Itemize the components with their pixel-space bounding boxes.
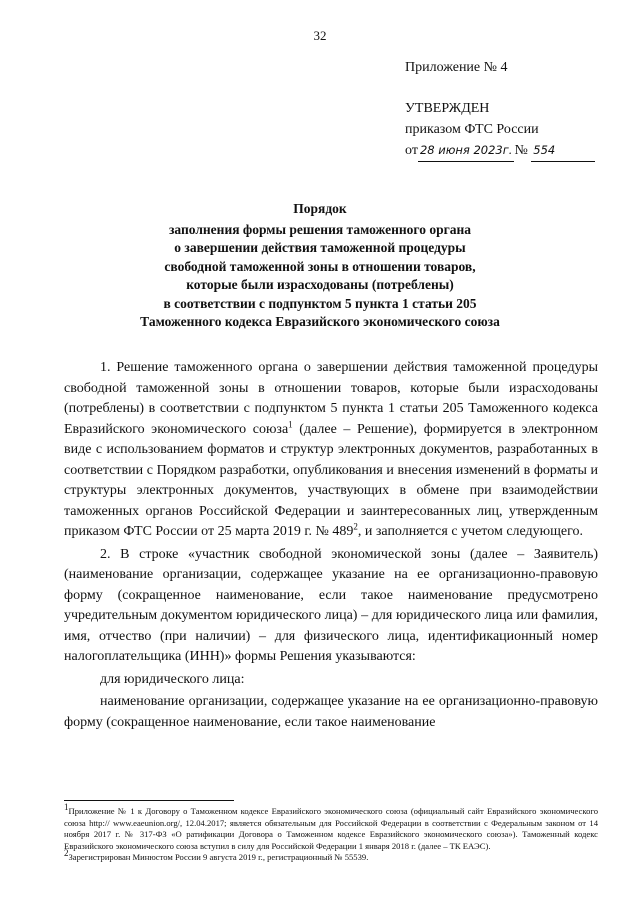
- approval-order-line: приказом ФТС России: [405, 122, 539, 137]
- footnote-2: [64, 848, 598, 864]
- footnotes: [64, 802, 598, 864]
- paragraph-4: наименование организации, содержащее указание на ее организационно-правовую форму (сокращенное наименование, если такое наименование: [64, 694, 598, 730]
- footnote-2-text: Зарегистрирован Минюстом России 9 августа 2019 г., регистрационный № 55539.: [68, 852, 369, 862]
- paragraph-1: [64, 358, 598, 543]
- paragraph-1-text: 1. Решение таможенного органа о завершении действия таможенной процедуры свободной таможенной зоны в отношении товаров, которые были израсходованы (потреблены) в соответствии с подпунктом 5 пункта 1 статьи 205 Таможенного кодекса Евразийского экономического союза: [64, 360, 598, 437]
- footnote-1: [64, 802, 598, 852]
- date-prefix: от: [405, 143, 418, 158]
- title-line: заполнения формы решения таможенного органа: [168, 221, 472, 237]
- footnote-ref-2: 2: [353, 521, 358, 532]
- title-heading: Порядок: [293, 201, 347, 216]
- document-title: [0, 200, 640, 332]
- approval-date-line: [405, 140, 595, 162]
- title-line: Таможенного кодекса Евразийского экономического союза: [140, 314, 500, 329]
- approved-heading: УТВЕРЖДЕН: [405, 101, 490, 116]
- appendix-label: Приложение № 4: [405, 60, 508, 75]
- title-line: о завершении действия таможенной процедуры: [174, 240, 466, 255]
- footnote-1-mark: 1: [64, 802, 69, 813]
- title-line: в соответствии с подпунктом 5 пункта 1 статьи 205: [163, 295, 477, 311]
- page-number: 32: [313, 28, 327, 43]
- footnote-divider: [64, 800, 234, 801]
- handwritten-order-number: 554: [531, 140, 595, 162]
- paragraph-3: для юридического лица:: [100, 671, 245, 687]
- handwritten-date: 28 июня 2023г.: [418, 140, 515, 162]
- paragraph-1-text-end: , и заполняется с учетом следующего.: [357, 524, 584, 539]
- paragraph-2: 2. В строке «участник свободной экономической зоны (далее – Заявитель) (наименование организации, содержащее указание на ее организационно-правовую форму (сокращенное наименование, если такое наименование предусмотрено учредительным документом юридического лица) – для юридического лица или фамилия, имя, отчество (при наличии) – для физического лица, идентификационный номер налогоплательщика (ИНН)» формы Решения указываются:: [64, 546, 598, 664]
- title-line: которые были израсходованы (потреблены): [186, 277, 454, 292]
- footnote-ref-1: 1: [288, 418, 293, 429]
- footnote-1-text: Приложение № 1 к Договору о Таможенном кодексе Евразийского экономического союза (официальный сайт Евразийского экономического союза http:// www.eaeunion.org/, 12.04.2017; является обязательным для Российской Федерации в соответствии с Федеральным законом от 14 ноября 2017 г. № 317-ФЗ «О ратификации Договора о Таможенном кодексе Евразийского экономического союза»). Таможенный кодекс Евразийского экономического союза вступил в силу для Российской Федерации 1 января 2018 г. (далее – ТК ЕАЭС).: [64, 806, 598, 851]
- approval-block: [405, 98, 595, 162]
- footnote-2-mark: 2: [64, 848, 69, 859]
- title-line: свободной таможенной зоны в отношении товаров,: [164, 258, 476, 274]
- number-prefix: №: [514, 143, 528, 158]
- document-body: [64, 358, 598, 735]
- paragraph-1-text-cont: (далее – Решение), формируется в электронном виде с использованием форматов и структур электронных документов, разработанных в соответствии с Порядком разработки, опубликования и внесения изменений в форматы и структуры электронных документов, участвующих в обмене при взаимодействии таможенных органов Российской Федерации и заинтересованных лиц, утвержденным приказом ФТС России от 25 марта 2019 г. № 489: [64, 421, 598, 539]
